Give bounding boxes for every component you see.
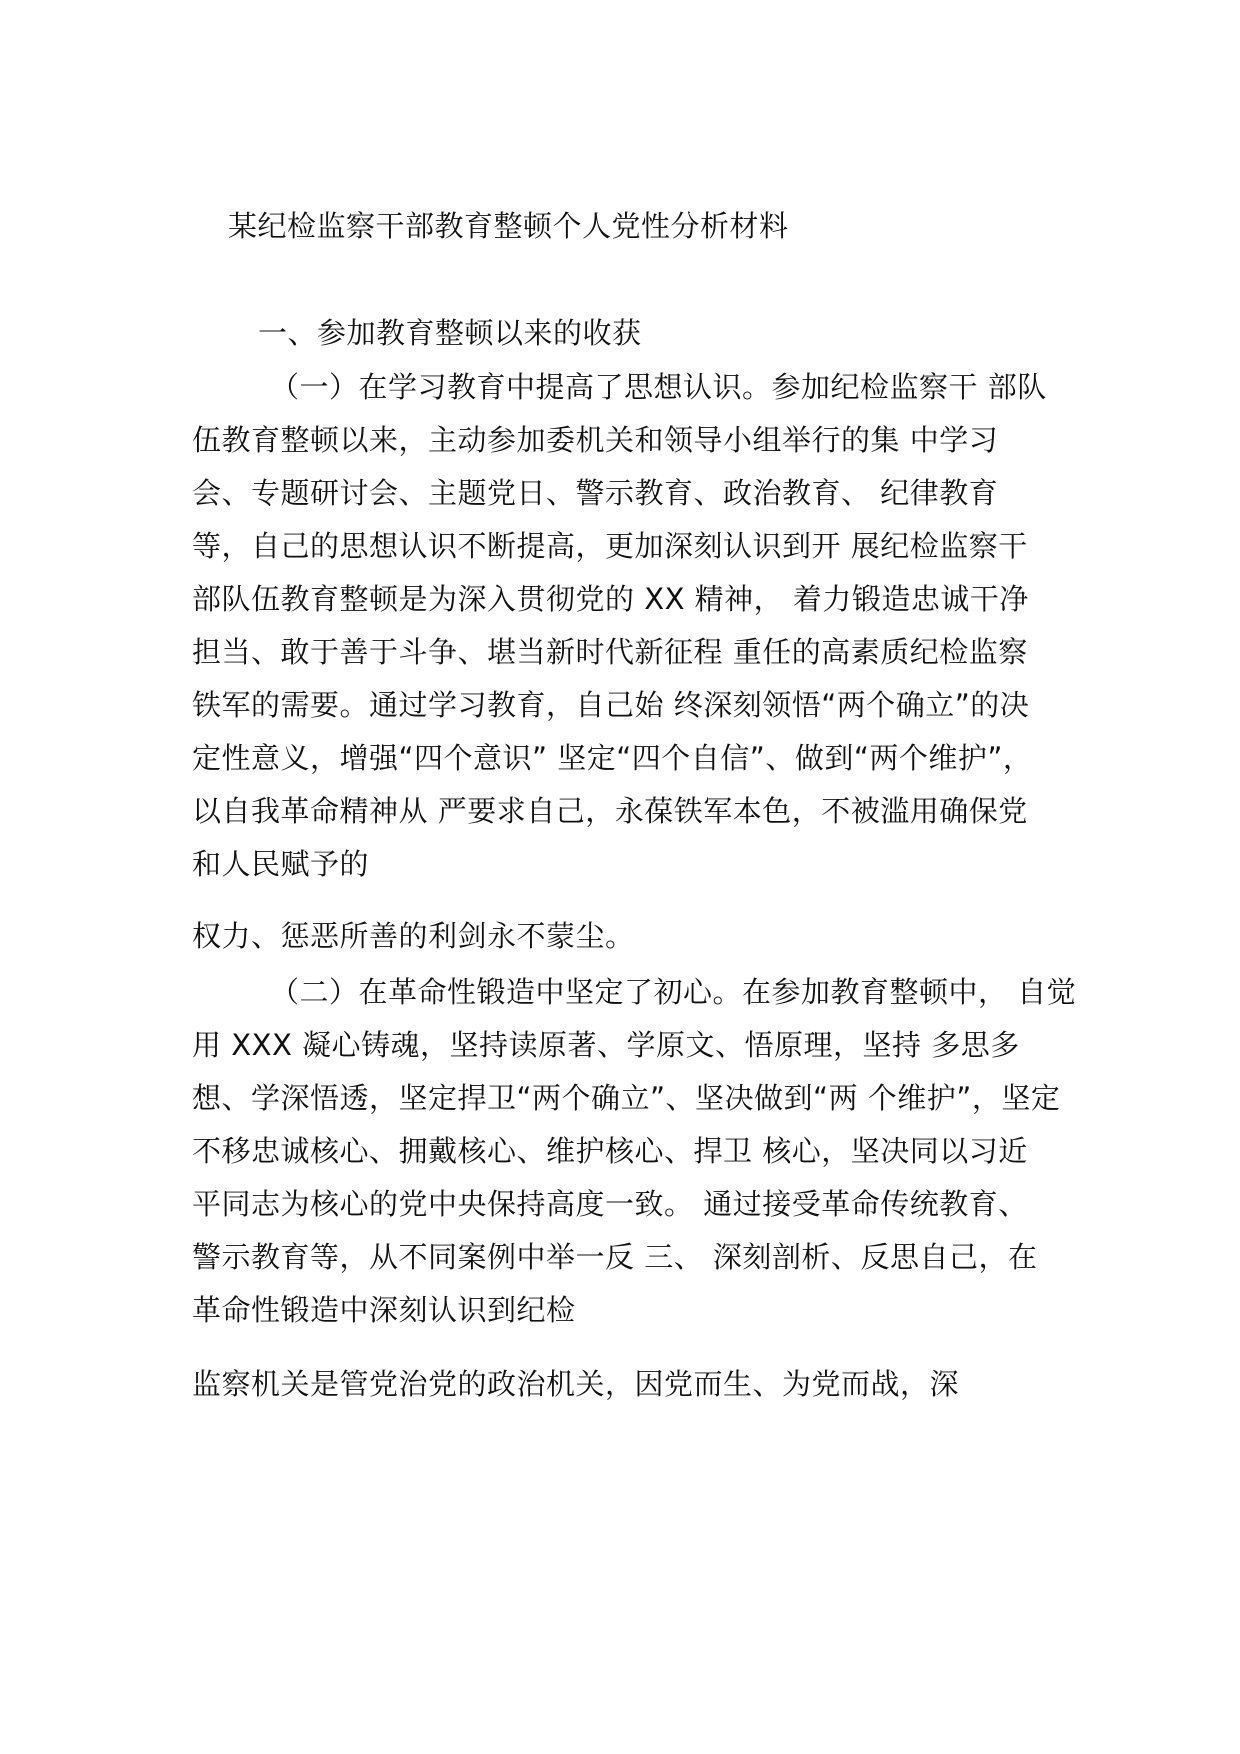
section-heading: 一、参加教育整顿以来的收获 xyxy=(258,316,642,350)
document-title: 某纪检监察干部教育整顿个人党性分析材料 xyxy=(228,209,789,243)
paragraph-line: 想、学深悟透，坚定捍卫“两个确立”、坚决做到“两 个维护”，坚定 xyxy=(192,1081,1061,1115)
paragraph-line: 监察机关是管党治党的政治机关，因党而生、为党而战，深 xyxy=(192,1367,960,1401)
paragraph-line: 定性意义，增强“四个意识” 坚定“四个自信”、做到“两个维护”， xyxy=(192,741,1033,775)
paragraph-line: 和人民赋予的 xyxy=(192,847,370,881)
paragraph-line: 警示教育等，从不同案例中举一反 三、 深刻剖析、反思自己，在 xyxy=(192,1240,1038,1274)
paragraph-line: 会、专题研讨会、主题党日、警示教育、政治教育、 纪律教育 xyxy=(192,476,999,510)
paragraph-line: 不移忠诚核心、拥戴核心、维护核心、捍卫 核心，坚决同以习近 xyxy=(192,1134,1028,1168)
paragraph-line: （二）在革命性锻造中坚定了初心。在参加教育整顿中， 自觉 xyxy=(270,975,1077,1009)
paragraph-line: 铁军的需要。通过学习教育，自己始 终深刻领悟“两个确立”的决 xyxy=(192,688,1030,722)
paragraph-line: 以自我革命精神从 严要求自己，永葆铁军本色，不被滥用确保党 xyxy=(192,794,1028,828)
paragraph-line: 伍教育整顿以来，主动参加委机关和领导小组举行的集 中学习 xyxy=(192,423,999,457)
paragraph-line: 等，自己的思想认识不断提高，更加深刻认识到开 展纪检监察干 xyxy=(192,529,1028,563)
paragraph-line: 权力、惩恶所善的利剑永不蒙尘。 xyxy=(192,919,635,953)
paragraph-line: （一）在学习教育中提高了思想认识。参加纪检监察干 部队 xyxy=(270,370,1047,404)
paragraph-line: 平同志为核心的党中央保持高度一致。 通过接受革命传统教育、 xyxy=(192,1187,1028,1221)
paragraph-line: 部队伍教育整顿是为深入贯彻党的 XX 精神， 着力锻造忠诚干净 xyxy=(192,582,1029,616)
paragraph-line: 革命性锻造中深刻认识到纪检 xyxy=(192,1293,576,1327)
paragraph-line: 用 XXX 凝心铸魂，坚持读原著、学原文、悟原理，坚持 多思多 xyxy=(192,1028,1020,1062)
paragraph-line: 担当、敢于善于斗争、堪当新时代新征程 重任的高素质纪检监察 xyxy=(192,635,1028,669)
